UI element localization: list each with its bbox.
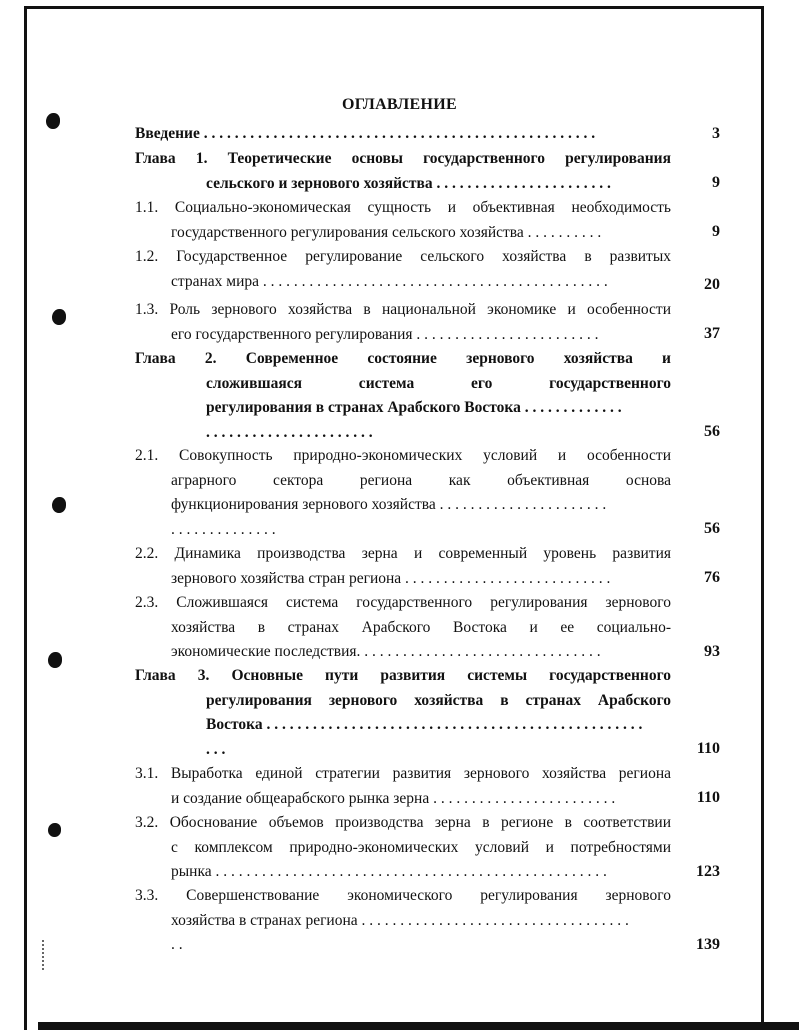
toc-page-number: 3 [712,125,720,142]
toc-line: . . . . . . . . . . . . . . . . . . . . . . [206,423,373,441]
toc-line: 2.1. Совокупность природно-экономических условий и особенности [135,447,671,464]
toc-entry-1-3 [135,298,671,347]
page-border-bottom [38,1022,799,1030]
toc-entry-2-2 [135,542,671,591]
toc-line: 2.2. Динамика производства зерна и современный уровень развития [135,545,671,562]
toc-line: хозяйства в странах Арабского Востока и ее социально- [171,618,671,636]
toc-entry-3-3 [135,884,671,958]
punch-hole-mark [46,113,60,129]
toc-line: государственного регулирования сельского хозяйства . . . . . . . . . . [171,223,602,241]
toc-line: 3.2. Обоснование объемов производства зерна в регионе в соответствии [135,814,671,831]
toc-line: 3.3. Совершенствование экономического регулирования зернового [135,887,671,904]
toc-line: Глава 1. Теоретические основы государственного регулирования [135,150,671,167]
toc-line: Введение . . . . . . . . . . . . . . . . . . . . . . . . . . . . . . . . . . . . . . . . . . . . . . . . . . . [135,125,596,142]
toc-page-number: 20 [704,276,720,293]
toc-line: зернового хозяйства стран региона . . . . . . . . . . . . . . . . . . . . . . . . . . . [171,569,611,587]
toc-line: регулирования зернового хозяйства в странах Арабского [206,691,671,709]
toc-line: рынка . . . . . . . . . . . . . . . . . . . . . . . . . . . . . . . . . . . . . . . . . . . . . . . . . . . [171,863,607,880]
toc-page-number: 123 [696,863,720,880]
toc-line: 1.2. Государственное регулирование сельского хозяйства в развитых [135,248,671,265]
toc-line: 1.3. Роль зернового хозяйства в национальной экономике и особенности [135,301,671,318]
toc-page-number: 93 [704,643,720,660]
toc-entry-2-3 [135,591,671,665]
toc-line: Глава 2. Современное состояние зернового хозяйства и [135,350,671,367]
toc-page-number: 9 [712,174,720,191]
toc-entry-chapter-1 [135,147,671,196]
toc-line: 1.1. Социально-экономическая сущность и объективная необходимость [135,199,671,216]
toc-line: . . . [206,740,226,758]
toc-page-number: 110 [696,789,720,806]
toc-page-number: 56 [704,423,720,440]
punch-hole-mark [48,652,62,668]
toc-entry-1-2 [135,245,671,294]
toc-entry-chapter-3 [135,664,671,762]
toc-entry-2-1 [135,444,671,542]
toc-line: регулирования в странах Арабского Востока . . . . . . . . . . . . . [206,399,622,416]
toc-entry-3-2 [135,811,671,885]
toc-line: Глава 3. Основные пути развития системы государственного [135,667,671,684]
page-border-top [24,6,764,9]
toc-line: странах мира . . . . . . . . . . . . . . . . . . . . . . . . . . . . . . . . . . . . . . . . . . . . . [171,272,608,290]
toc-line: 3.1. Выработка единой стратегии развития зернового хозяйства региона [135,765,671,782]
toc-line: сложившаяся система его государственного [206,374,671,392]
toc-line: сельского и зернового хозяйства . . . . . . . . . . . . . . . . . . . . . . . [206,174,611,192]
toc-line: хозяйства в странах региона . . . . . . . . . . . . . . . . . . . . . . . . . . . . . . . . . . . [171,911,629,929]
toc-line: и создание общеарабского рынка зерна . . . . . . . . . . . . . . . . . . . . . . . . [171,789,616,807]
toc-page-number: 9 [712,223,720,240]
toc-line: 2.3. Сложившаяся система государственного регулирования зернового [135,594,671,611]
toc-line: . . [171,936,183,953]
toc-line: функционирования зернового хозяйства . . . . . . . . . . . . . . . . . . . . . . [171,496,607,513]
page-title: ОГЛАВЛЕНИЕ [342,96,457,113]
punch-hole-mark [52,497,66,513]
toc-page-number: 110 [696,740,720,757]
toc-page-number: 76 [704,569,720,586]
page-border-right [761,6,764,1030]
toc-line: с комплексом природно-экономических условий и потребностями [171,838,671,856]
toc-entry-1-1 [135,196,671,245]
toc-line: экономические последствия. . . . . . . . . . . . . . . . . . . . . . . . . . . . . . . . [171,643,601,660]
scan-specks [42,940,46,970]
toc-page-number: 139 [696,936,720,953]
toc-line: аграрного сектора региона как объективная основа [171,471,671,489]
toc-line: . . . . . . . . . . . . . . [171,520,276,538]
punch-hole-mark [48,823,61,837]
toc-entry-chapter-2 [135,347,671,445]
toc-line: Востока . . . . . . . . . . . . . . . . . . . . . . . . . . . . . . . . . . . . . . . . . . . . . . . . . [206,716,643,733]
toc-entry-introduction [135,122,671,147]
punch-hole-mark [52,309,66,325]
page-border-left [24,6,27,1030]
toc-page-number: 56 [704,520,720,537]
toc-line: его государственного регулирования . . . . . . . . . . . . . . . . . . . . . . . . [171,325,599,343]
toc-entry-3-1 [135,762,671,811]
toc-page-number: 37 [704,325,720,342]
